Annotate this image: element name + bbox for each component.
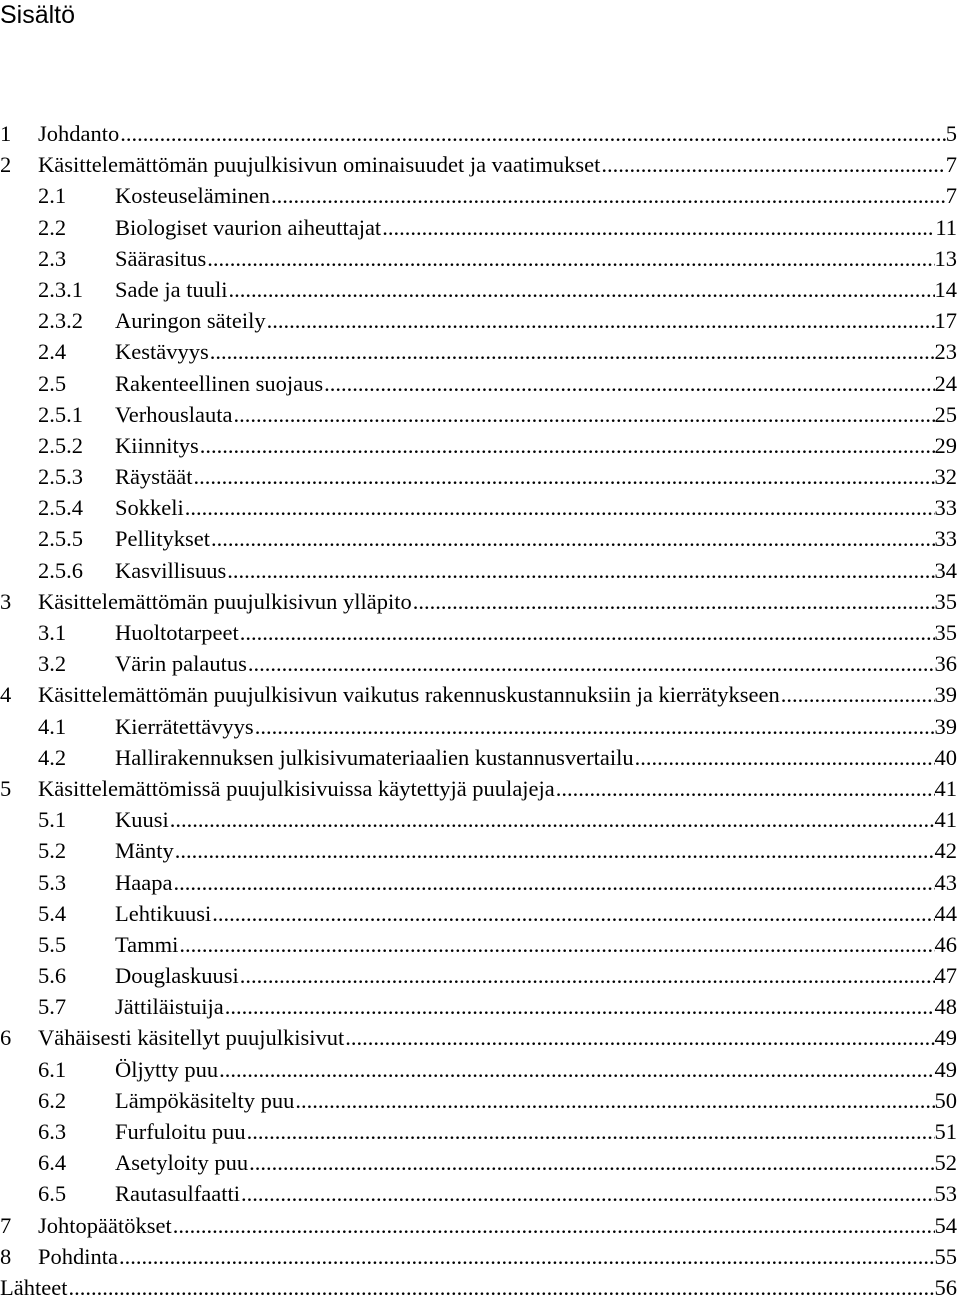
toc-entry-page-number: 24 <box>935 368 958 399</box>
toc-entry-title: Öljytty puu <box>115 1054 219 1085</box>
dot-leader <box>227 555 934 586</box>
toc-entry-number: 6 <box>0 1025 12 1051</box>
toc-entry-title: Värin palautus <box>115 648 248 679</box>
toc-entry[interactable] <box>0 523 957 554</box>
toc-entry-number: 6.2 <box>38 1087 67 1113</box>
toc-entry-line <box>115 1054 957 1085</box>
toc-entry-title: Kosteuseläminen <box>115 180 271 211</box>
toc-entry-line <box>115 960 957 991</box>
dot-leader <box>324 368 934 399</box>
toc-entry-title: Furfuloitu puu <box>115 1116 247 1147</box>
dot-leader <box>200 430 935 461</box>
toc-entry-line <box>115 492 957 523</box>
toc-entry-page-number: 23 <box>935 336 958 367</box>
dot-leader <box>233 399 934 430</box>
dot-leader <box>119 1241 934 1272</box>
toc-entry[interactable] <box>0 804 957 835</box>
toc-entry-line <box>38 586 957 617</box>
toc-entry-title: Kiinnitys <box>115 430 200 461</box>
toc-entry-number: 2.5 <box>38 370 67 396</box>
toc-entry-line <box>38 1210 957 1241</box>
toc-entry-number: 5.7 <box>38 994 67 1020</box>
toc-entry-number: 5.2 <box>38 838 67 864</box>
toc-entry-line <box>115 835 957 866</box>
toc-entry-page-number: 52 <box>935 1147 958 1178</box>
toc-entry-number: 4.2 <box>38 744 67 770</box>
toc-entry-page-number: 40 <box>935 742 958 773</box>
toc-entry[interactable] <box>0 430 957 461</box>
toc-entry-line <box>115 368 957 399</box>
toc-entry-page-number: 5 <box>946 118 957 149</box>
toc-entry-number: 6.3 <box>38 1119 67 1144</box>
toc-entry[interactable] <box>0 212 957 243</box>
dot-leader <box>240 617 935 648</box>
toc-entry-title: Käsittelemättömissä puujulkisivuissa käytettyjä puulajeja <box>38 773 556 804</box>
toc-entry-line <box>115 1147 957 1178</box>
dot-leader <box>228 274 934 305</box>
toc-entry[interactable] <box>0 898 957 929</box>
toc-entry-title: Kuusi <box>115 804 170 835</box>
toc-entry-title: Haapa <box>115 867 173 898</box>
toc-entry-number: 2.5.6 <box>38 557 83 583</box>
toc-entry-line <box>115 929 957 960</box>
toc-entry-page-number: 41 <box>935 804 958 835</box>
toc-entry-line <box>115 430 957 461</box>
toc-entry-title: Lämpökäsitelty puu <box>115 1085 295 1116</box>
toc-entry[interactable] <box>0 1178 957 1209</box>
toc-entry-title: Sokkeli <box>115 492 185 523</box>
toc-entry-number: 2.5.1 <box>38 401 83 427</box>
toc-entry-title: Verhouslauta <box>115 399 233 430</box>
toc-entry-line <box>38 149 957 180</box>
toc-entry-line <box>115 711 957 742</box>
toc-entry-number: 6.1 <box>38 1056 67 1082</box>
toc-entry-title: Rakenteellinen suojaus <box>115 368 324 399</box>
dot-leader <box>211 523 935 554</box>
toc-entry[interactable] <box>0 180 957 211</box>
toc-entry-page-number: 35 <box>935 617 958 648</box>
dot-leader <box>185 492 935 523</box>
toc-entry-page-number: 56 <box>935 1272 958 1303</box>
dot-leader <box>601 149 945 180</box>
dot-leader <box>635 742 935 773</box>
dot-leader <box>210 336 935 367</box>
dot-leader <box>175 835 935 866</box>
toc-entry-line <box>115 648 957 679</box>
toc-entry-line <box>115 555 957 586</box>
toc-entry-number: 6.5 <box>38 1181 67 1207</box>
toc-entry-title: Auringon säteily <box>115 305 267 336</box>
toc-entry-page-number: 50 <box>935 1085 958 1116</box>
toc-entry-page-number: 32 <box>935 461 958 492</box>
toc-entry-number: 2.3.2 <box>38 308 83 334</box>
toc-entry-page-number: 17 <box>935 305 958 336</box>
toc-entry[interactable] <box>0 960 957 991</box>
toc-entry-line <box>115 617 957 648</box>
toc-entry[interactable] <box>0 368 957 399</box>
toc-entry-line <box>115 274 957 305</box>
toc-entry[interactable] <box>0 1210 957 1241</box>
toc-entry-page-number: 33 <box>935 523 958 554</box>
toc-entry-page-number: 39 <box>935 679 958 710</box>
toc-entry-title: Säärasitus <box>115 243 207 274</box>
toc-entry-title: Douglaskuusi <box>115 960 240 991</box>
toc-entry-number: 4 <box>0 682 12 708</box>
toc-entry-number: 2 <box>0 152 12 178</box>
dot-leader <box>179 929 934 960</box>
toc-entry-page-number: 41 <box>935 773 958 804</box>
toc-entry-page-number: 42 <box>935 835 958 866</box>
toc-entry-number: 4.1 <box>38 713 67 739</box>
toc-entry-line <box>115 305 957 336</box>
toc-entry-title: Mänty <box>115 835 175 866</box>
toc-entry-title: Johdanto <box>38 118 120 149</box>
toc-entry-line <box>115 867 957 898</box>
toc-entry-title: Kasvillisuus <box>115 555 227 586</box>
toc-entry[interactable] <box>0 461 957 492</box>
toc-entry[interactable] <box>0 336 957 367</box>
dot-leader <box>240 960 935 991</box>
toc-entry[interactable] <box>0 1085 957 1116</box>
toc-entry-line <box>115 336 957 367</box>
toc-entry[interactable] <box>0 118 957 149</box>
table-of-contents <box>0 118 957 1303</box>
toc-entry-page-number: 47 <box>935 960 958 991</box>
toc-entry-page-number: 13 <box>935 243 958 274</box>
toc-entry-title: Biologiset vaurion aiheuttajat <box>115 212 382 243</box>
toc-entry-page-number: 34 <box>935 555 958 586</box>
toc-entry-page-number: 46 <box>935 929 958 960</box>
toc-entry-number: 8 <box>0 1243 12 1269</box>
dot-leader <box>781 679 935 710</box>
dot-leader <box>267 305 935 336</box>
toc-entry-line <box>115 991 957 1022</box>
dot-leader <box>207 243 934 274</box>
toc-entry-page-number: 53 <box>935 1178 958 1209</box>
toc-entry-title: Tammi <box>115 929 179 960</box>
dot-leader <box>225 991 935 1022</box>
toc-entry-title: Sade ja tuuli <box>115 274 228 305</box>
toc-entry-line <box>115 212 957 243</box>
toc-entry-line <box>38 1241 957 1272</box>
toc-entry-number: 5.3 <box>38 869 67 895</box>
toc-entry-number: 2.3 <box>38 245 67 271</box>
toc-entry-line <box>115 898 957 929</box>
toc-entry-title: Kestävyys <box>115 336 210 367</box>
toc-entry-page-number: 7 <box>946 149 957 180</box>
toc-entry-line <box>0 1272 957 1303</box>
toc-entry-line <box>115 1085 957 1116</box>
toc-entry[interactable] <box>0 991 957 1022</box>
dot-leader <box>382 212 935 243</box>
toc-entry-page-number: 54 <box>935 1210 958 1241</box>
toc-entry-number: 2.4 <box>38 339 67 365</box>
toc-entry[interactable] <box>0 835 957 866</box>
toc-entry[interactable] <box>0 1054 957 1085</box>
dot-leader <box>248 648 935 679</box>
toc-entry-number: 5.4 <box>38 900 67 926</box>
toc-entry-number: 3.1 <box>38 620 67 645</box>
dot-leader <box>212 898 934 929</box>
toc-entry[interactable] <box>0 399 957 430</box>
toc-entry-title: Pellitykset <box>115 523 211 554</box>
toc-entry[interactable] <box>0 867 957 898</box>
toc-entry-number: 2.5.4 <box>38 495 83 521</box>
toc-entry[interactable] <box>0 929 957 960</box>
toc-entry-title: Rautasulfaatti <box>115 1178 241 1209</box>
toc-entry-line <box>38 679 957 710</box>
toc-entry-number: 2.5.5 <box>38 526 83 552</box>
toc-entry[interactable] <box>0 742 957 773</box>
toc-entry[interactable] <box>0 1022 957 1053</box>
toc-entry[interactable] <box>0 1272 957 1303</box>
toc-entry-number: 6.4 <box>38 1150 67 1176</box>
toc-entry-number: 2.5.3 <box>38 464 83 490</box>
toc-entry-page-number: 11 <box>935 212 957 243</box>
toc-entry-line <box>115 1116 957 1147</box>
toc-entry-number: 2.3.1 <box>38 276 83 302</box>
dot-leader <box>295 1085 934 1116</box>
toc-entry[interactable] <box>0 149 957 180</box>
toc-entry-number: 1 <box>0 121 12 146</box>
toc-entry-line <box>115 399 957 430</box>
toc-entry-line <box>115 1178 957 1209</box>
toc-entry-line <box>115 461 957 492</box>
dot-leader <box>219 1054 934 1085</box>
toc-entry-page-number: 43 <box>935 867 958 898</box>
toc-entry-page-number: 48 <box>935 991 958 1022</box>
page-title: Sisältö <box>0 1 76 29</box>
dot-leader <box>170 804 935 835</box>
toc-entry-number: 5.5 <box>38 931 67 957</box>
toc-entry-number: 5.1 <box>38 807 67 833</box>
dot-leader <box>241 1178 935 1209</box>
dot-leader <box>556 773 935 804</box>
dot-leader <box>271 180 946 211</box>
toc-entry-title: Räystäät <box>115 461 193 492</box>
toc-entry-page-number: 7 <box>946 180 957 211</box>
toc-entry[interactable] <box>0 305 957 336</box>
toc-entry-title: Johtopäätökset <box>38 1210 173 1241</box>
toc-entry[interactable] <box>0 492 957 523</box>
toc-entry-title: Lähteet <box>0 1272 68 1303</box>
toc-entry-page-number: 36 <box>935 648 958 679</box>
toc-entry-page-number: 14 <box>935 274 958 305</box>
toc-entry-number: 5.6 <box>38 963 67 989</box>
toc-entry-page-number: 44 <box>935 898 958 929</box>
toc-entry-title: Käsittelemättömän puujulkisivun vaikutus rakennuskustannuksiin ja kierrätykseen <box>38 679 781 710</box>
toc-entry-page-number: 51 <box>935 1116 958 1147</box>
toc-entry[interactable] <box>0 773 957 804</box>
toc-entry-title: Käsittelemättömän puujulkisivun ominaisuudet ja vaatimukset <box>38 149 601 180</box>
toc-entry-title: Kierrätettävyys <box>115 711 255 742</box>
toc-entry-page-number: 29 <box>935 430 958 461</box>
toc-entry-line <box>115 523 957 554</box>
toc-entry-title: Käsittelemättömän puujulkisivun ylläpito <box>38 586 413 617</box>
toc-entry[interactable] <box>0 243 957 274</box>
toc-entry-line <box>115 804 957 835</box>
toc-entry-number: 3.2 <box>38 651 67 677</box>
dot-leader <box>173 867 934 898</box>
dot-leader <box>413 586 935 617</box>
toc-entry-line <box>38 1022 957 1053</box>
dot-leader <box>247 1116 935 1147</box>
toc-entry-number: 5 <box>0 775 12 801</box>
toc-entry-title: Huoltotarpeet <box>115 617 240 648</box>
toc-entry-line <box>115 243 957 274</box>
dot-leader <box>193 461 934 492</box>
dot-leader <box>173 1210 935 1241</box>
toc-entry-page-number: 49 <box>935 1054 958 1085</box>
toc-entry-title: Jättiläistuija <box>115 991 225 1022</box>
toc-entry-number: 2.5.2 <box>38 432 83 458</box>
toc-entry[interactable] <box>0 1147 957 1178</box>
toc-entry[interactable] <box>0 555 957 586</box>
dot-leader <box>249 1147 934 1178</box>
toc-entry-page-number: 55 <box>935 1241 958 1272</box>
toc-entry-line <box>38 118 957 149</box>
dot-leader <box>120 118 946 149</box>
toc-entry-number: 2.1 <box>38 183 67 209</box>
toc-entry-line <box>115 742 957 773</box>
toc-entry-title: Hallirakennuksen julkisivumateriaalien kustannusvertailu <box>115 742 635 773</box>
toc-entry[interactable] <box>0 617 957 648</box>
toc-entry-title: Vähäisesti käsitellyt puujulkisivut <box>38 1022 345 1053</box>
toc-entry-page-number: 49 <box>935 1022 958 1053</box>
toc-entry-number: 2.2 <box>38 214 67 240</box>
toc-entry-page-number: 33 <box>935 492 958 523</box>
toc-entry[interactable] <box>0 648 957 679</box>
dot-leader <box>255 711 935 742</box>
dot-leader <box>345 1022 934 1053</box>
toc-entry-line <box>38 773 957 804</box>
toc-entry-title: Pohdinta <box>38 1241 119 1272</box>
toc-entry-title: Lehtikuusi <box>115 898 212 929</box>
toc-entry-number: 7 <box>0 1212 12 1238</box>
dot-leader <box>68 1272 934 1303</box>
toc-entry[interactable] <box>0 711 957 742</box>
toc-entry-line <box>115 180 957 211</box>
toc-entry[interactable] <box>0 274 957 305</box>
toc-entry-page-number: 25 <box>935 399 958 430</box>
toc-entry[interactable] <box>0 1241 957 1272</box>
toc-entry-title: Asetyloity puu <box>115 1147 249 1178</box>
toc-entry[interactable] <box>0 679 957 710</box>
toc-entry-number: 3 <box>0 588 12 614</box>
toc-entry-page-number: 35 <box>935 586 958 617</box>
toc-entry[interactable] <box>0 1116 957 1147</box>
toc-entry-page-number: 39 <box>935 711 958 742</box>
toc-entry[interactable] <box>0 586 957 617</box>
